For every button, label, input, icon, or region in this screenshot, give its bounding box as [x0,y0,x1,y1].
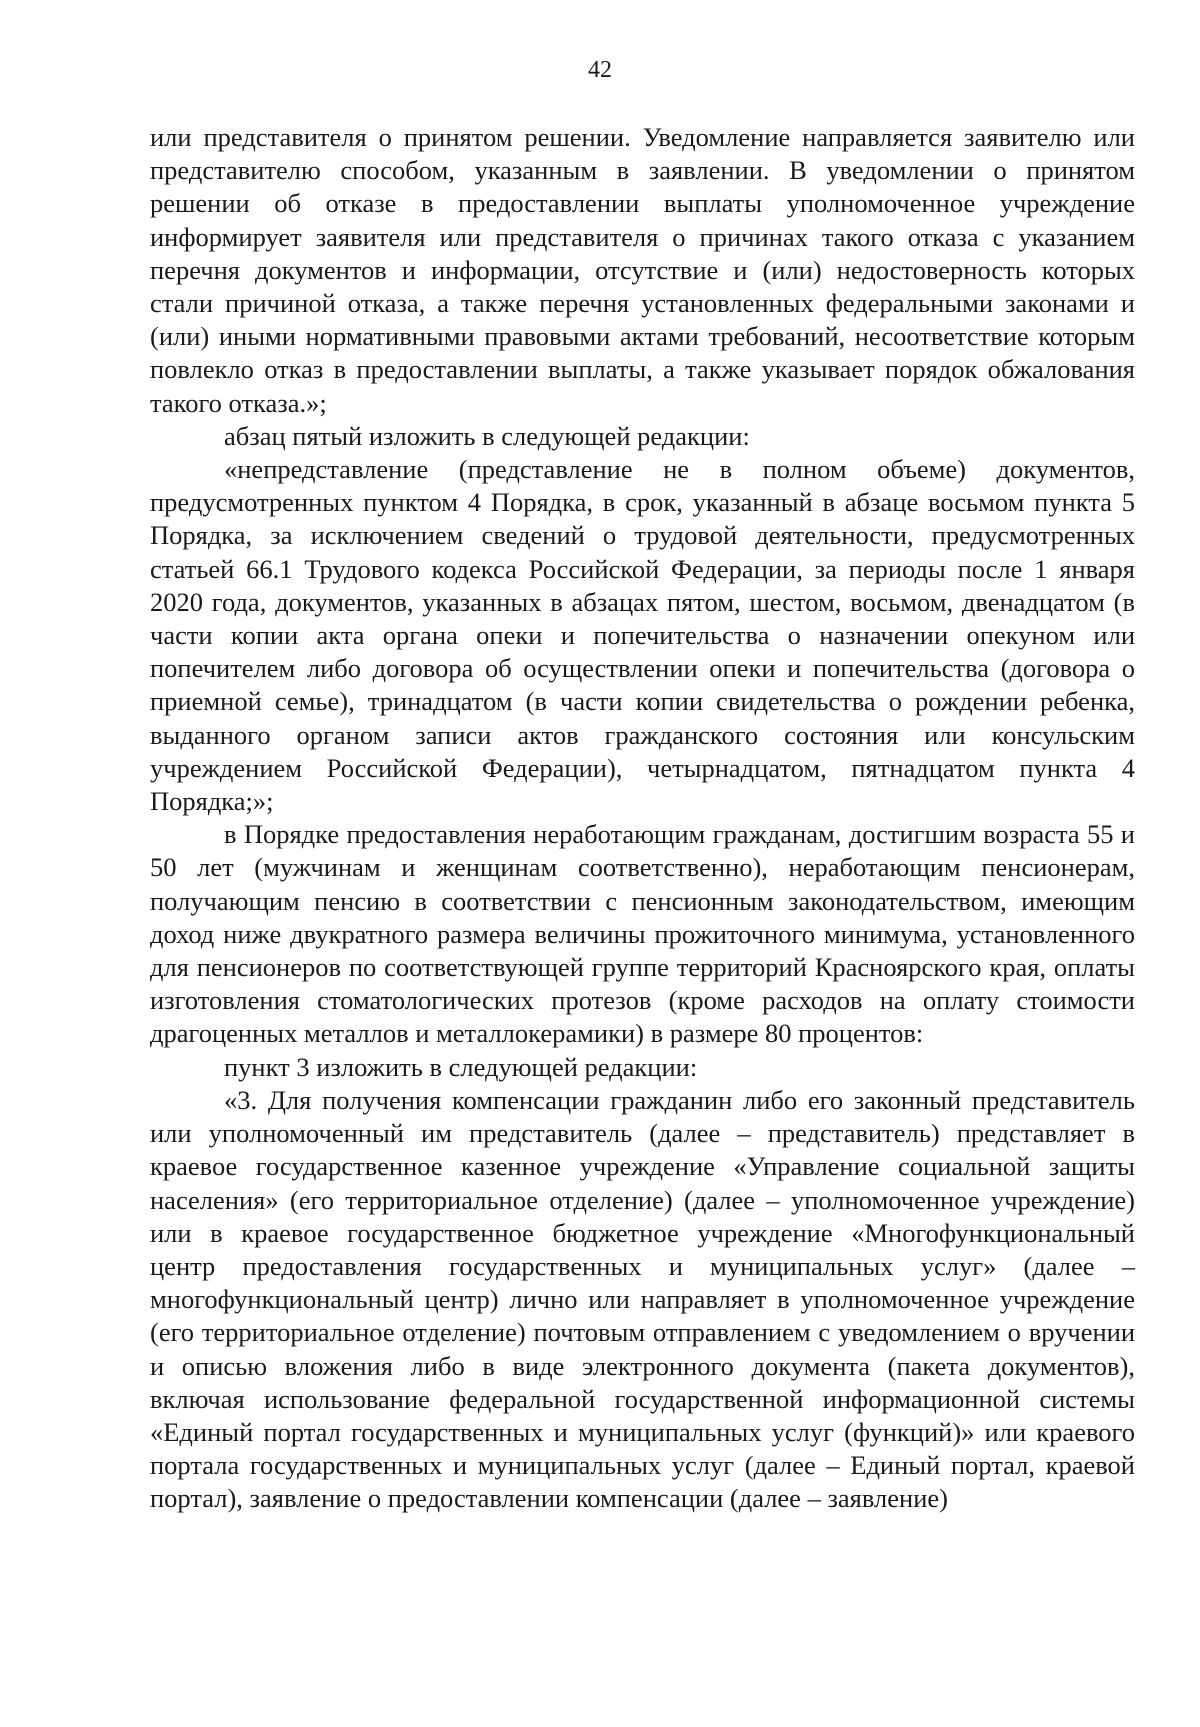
paragraph-amended-text: «непредставление (представление не в полном объеме) документов, предусмотренных пунктом 4 Порядка, в срок, указанный в абзаце восьмом пункта 5 Порядка, за исключением сведений о трудовой деятельности, предусмотренных статьей 66.1 Трудового кодекса Российской Федерации, за периоды после 1 января 2020 года, документов, указанных в абзацах пятом, шестом, восьмом, двенадцатом (в части копии акта органа опеки и попечительства о назначении опекуном или попечителем либо договора об осуществлении опеки и попечительства (договора о приемной семье), тринадцатом (в части копии свидетельства о рождении ребенка, выданного органом записи актов гражданского состояния или консульским учреждением Российской Федерации), четырнадцатом, пятнадцатом пункта 4 Порядка;»; [150,454,1135,817]
paragraph-continuation: или представителя о принятом решении. Уведомление направляется заявителю или представителю способом, указанным в заявлении. В уведомлении о принятом решении об отказе в предоставлении выплаты уполномоченное учреждение информирует заявителя или представителя о причинах такого отказа с указанием перечня документов и информации, отсутствие и (или) недостоверность которых стали причиной отказа, а также перечня установленных федеральными законами и (или) иными нормативными правовыми актами требований, несоответствие которым повлекло отказ в предоставлении выплаты, а также указывает порядок обжалования такого отказа.»; [150,122,1135,418]
page-number: 42 [588,57,612,83]
paragraph-amendment-instruction: абзац пятый изложить в следующей редакции: [224,420,750,451]
document-body [150,121,1135,1516]
paragraph-procedure-reference: в Порядке предоставления неработающим гражданам, достигшим возраста 55 и 50 лет (мужчинам и женщинам соответственно), неработающим пенсионерам, получающим пенсию в соответствии с пенсионным законодательством, имеющим доход ниже двукратного размера величины прожиточного минимума, установленного для пенсионеров по соответствующей группе территорий Красноярского края, оплаты изготовления стоматологических протезов (кроме расходов на оплату стоимости драгоценных металлов и металлокерамики) в размере 80 процентов: [150,819,1135,1049]
paragraph-point-3-text: «3. Для получения компенсации гражданин либо его законный представитель или уполномоченный им представитель (далее – представитель) представляет в краевое государственное казенное учреждение «Управление социальной защиты населения» (его территориальное отделение) (далее – уполномоченное учреждение) или в краевое государственное бюджетное учреждение «Многофункциональный центр предоставления государственных и муниципальных услуг» (далее – многофункциональный центр) лично или направляет в уполномоченное учреждение (его территориальное отделение) почтовым отправлением с уведомлением о вручении и описью вложения либо в виде электронного документа (пакета документов), включая использование федеральной государственной информационной системы «Единый портал государственных и муниципальных услуг (функций)» или краевого портала государственных и муниципальных услуг (далее – Единый портал, краевой портал), заявление о предоставлении компенсации (далее – заявление) [150,1084,1135,1514]
paragraph-point-instruction: пункт 3 изложить в следующей редакции: [224,1051,698,1082]
